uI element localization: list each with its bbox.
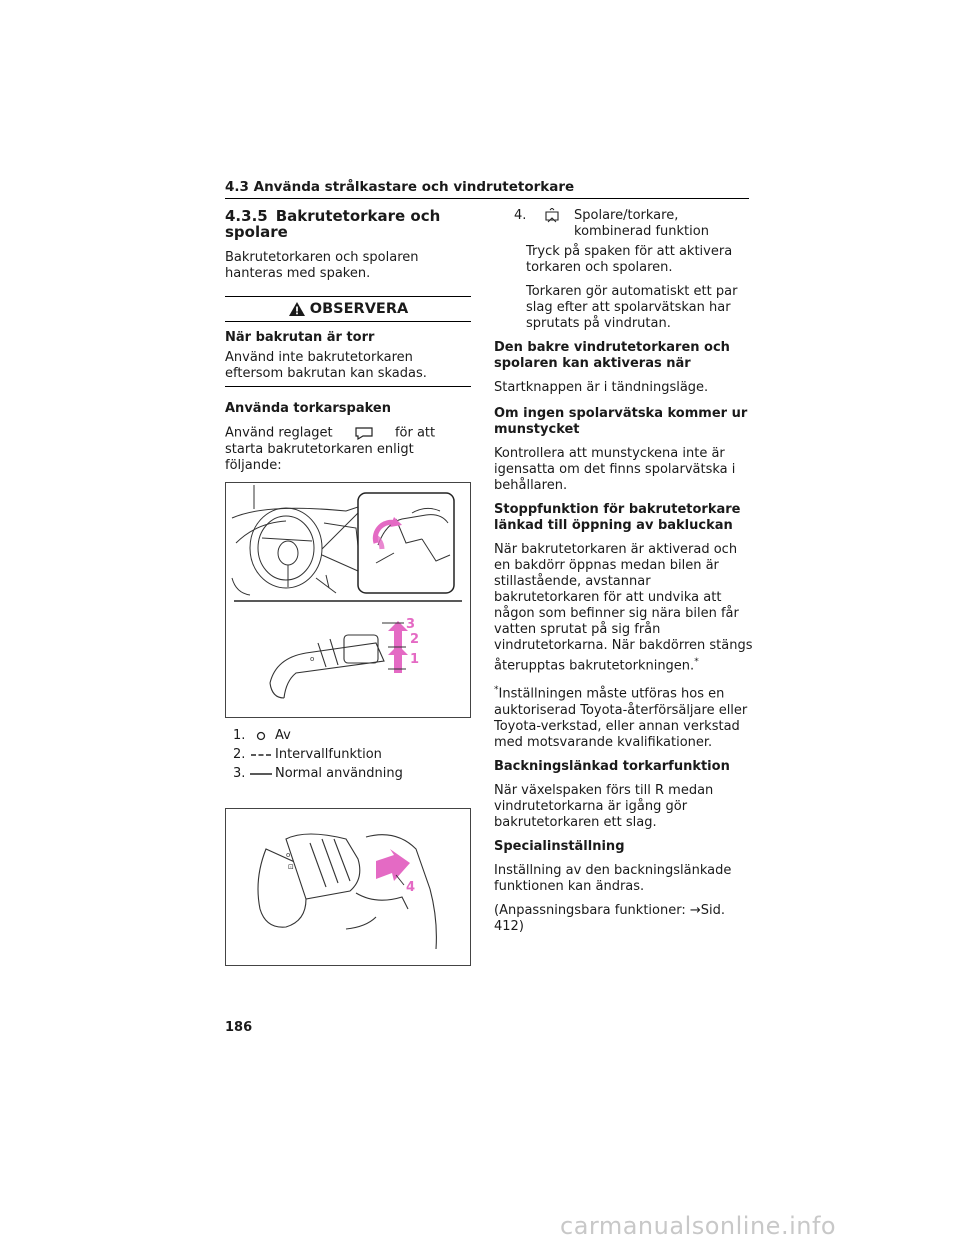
heading-stop-function: Stoppfunktion för bakrutetorkare länkad till öppning av bakluckan (494, 502, 741, 533)
usage-text-after: för att starta bakrutetorkaren enligt följande: (225, 425, 436, 473)
lever-illustration (226, 483, 470, 717)
mode-number: 2. (233, 746, 246, 762)
footnote-marker: * (494, 685, 499, 696)
reference-suffix: ) (518, 918, 524, 934)
mode-label: Normal användning (275, 765, 403, 781)
figure-label-2: 2 (410, 631, 420, 647)
item-text-1: Tryck på spaken för att aktivera torkaren och spolaren. (526, 244, 733, 275)
right-column (494, 208, 754, 943)
footnote-marker: * (694, 657, 699, 667)
svg-text:⊡: ⊡ (288, 862, 294, 871)
push-lever-illustration (226, 809, 470, 965)
mode-normal (225, 766, 471, 782)
figure-label-3: 3 (406, 616, 416, 632)
running-header: 4.3 Använda strålkastare och vindrutetorkare (225, 179, 575, 195)
item-text-2: Torkaren gör automatiskt ett par slag efter att spolarvätskan har sprutats på vindrutan. (526, 284, 738, 331)
notice-box (225, 296, 471, 387)
footnote-text: Inställningen måste utföras hos en auktoriserad Toyota-återförsäljare eller Toyota-verkstad, eller annan verkstad med motsvarande kvalifikationer. (494, 686, 748, 750)
customizable-reference (494, 903, 754, 935)
usage-text-before: Använd reglaget (225, 425, 333, 441)
section-number: 4.3.5 (225, 207, 268, 225)
arrow-icon: → (689, 902, 701, 918)
push-lever-figure (225, 808, 471, 966)
notice-header (225, 297, 471, 322)
stop-function-text: När bakrutetorkaren är aktiverad och en bakdörr öppnas medan bilen är stillastående, avstannar bakrutetorkaren för att undvika att någon som befinner sig nära bilen får vatten sprutat på sig från vindrutetorkarna. När bakdörren stängs återupptas bakrutetorkningen. (494, 542, 753, 674)
section-heading: Bakrutetorkare och spolare (225, 207, 441, 241)
warning-icon (288, 301, 306, 317)
usage-text (225, 425, 471, 474)
page-number: 186 (225, 1020, 253, 1035)
rear-wiper-icon (347, 425, 381, 441)
heading-activation: Den bakre vindrutetorkaren och spolaren kan aktiveras när (494, 340, 730, 371)
text-stop-function (494, 542, 754, 674)
notice-text: Använd inte bakrutetorkaren eftersom bakrutan kan skadas. (225, 350, 427, 381)
footnote (494, 682, 754, 750)
text-reverse: När växelspaken förs till R medan vindrutetorkarna är igång gör bakrutetorkaren ett slag. (494, 782, 714, 830)
figure-label-4: 4 (406, 879, 416, 895)
lever-figure (225, 482, 471, 718)
mode-number: 1. (233, 727, 246, 743)
notice-label: OBSERVERA (309, 301, 409, 317)
item-number: 4. (514, 208, 527, 223)
text-no-fluid: Kontrollera att munstyckena inte är igensatta om det finns spolarvätska i behållaren. (494, 446, 736, 493)
text-activation: Startknappen är i tändningsläge. (494, 380, 709, 395)
item-label: Spolare/torkare, kombinerad funktion (574, 208, 709, 239)
usage-heading: Använda torkarspaken (225, 401, 391, 416)
svg-text:o: o (310, 654, 315, 663)
mode-label: Av (275, 727, 291, 743)
left-column (225, 208, 471, 966)
off-circle-icon (255, 730, 267, 742)
intro-text: Bakrutetorkaren och spolaren hanteras med spaken. (225, 250, 419, 281)
watermark: carmanualsonline.info (560, 1212, 837, 1240)
mode-label: Intervallfunktion (275, 746, 382, 762)
mode-list (225, 728, 471, 782)
heading-no-fluid: Om ingen spolarvätska kommer ur munstycket (494, 406, 748, 437)
heading-special: Specialinställning (494, 838, 625, 854)
section-title (225, 208, 471, 240)
mode-number: 3. (233, 765, 246, 781)
washer-wiper-icon (536, 208, 568, 224)
page-reference-link[interactable]: Sid. 412 (494, 902, 726, 934)
svg-text:o: o (286, 850, 291, 859)
reference-prefix: (Anpassningsbara funktioner: (494, 902, 690, 918)
item-4 (494, 208, 754, 332)
dashed-line-icon (250, 752, 272, 758)
notice-subtitle: När bakrutan är torr (225, 330, 375, 345)
figure-label-1: 1 (410, 651, 420, 667)
heading-reverse: Backningslänkad torkarfunktion (494, 758, 730, 774)
text-special: Inställning av den backningslänkade funktionen kan ändras. (494, 862, 732, 894)
solid-line-icon (249, 771, 273, 777)
mode-off (225, 728, 471, 744)
header-rule (225, 198, 749, 199)
mode-intermittent (225, 747, 471, 763)
